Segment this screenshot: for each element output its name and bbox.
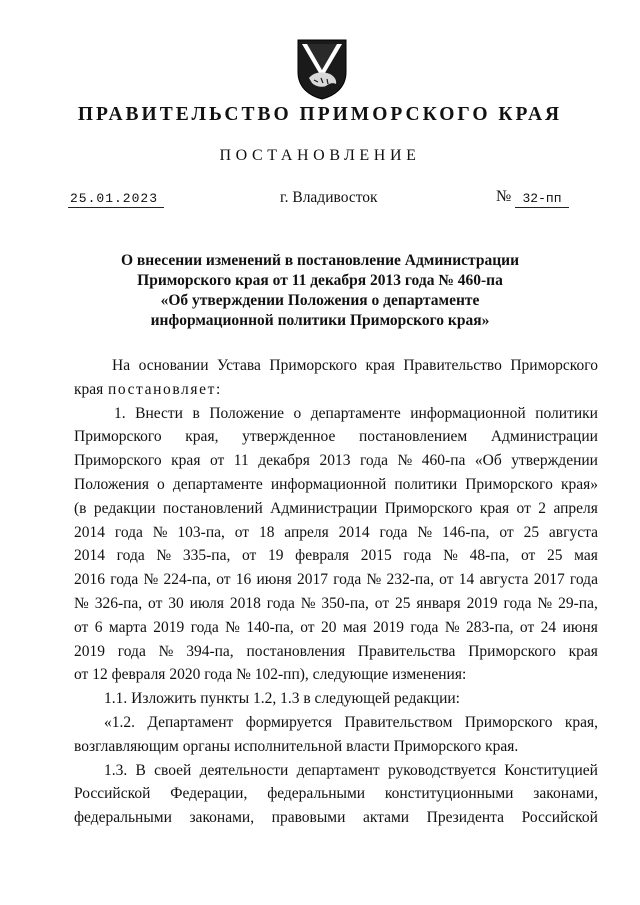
body-word: года bbox=[110, 571, 139, 589]
body-word: 103-па, bbox=[177, 523, 225, 541]
body-line bbox=[74, 759, 598, 783]
body-word: правовыми bbox=[271, 809, 346, 827]
body-word: утверждении bbox=[511, 452, 598, 470]
body-word: 16 bbox=[235, 571, 252, 589]
body-word: 1.1. Изложить пункты 1.2, 1.3 в следующей редакции: bbox=[104, 690, 460, 708]
body-word: 2017 bbox=[296, 571, 328, 589]
document-number-label: № bbox=[496, 188, 512, 205]
body-word: 350-па, bbox=[321, 594, 369, 612]
body-line bbox=[74, 663, 598, 687]
body-word: № bbox=[156, 547, 172, 565]
body-word: 30 bbox=[168, 594, 184, 612]
body-word: информационной bbox=[270, 475, 387, 493]
body-line bbox=[74, 473, 598, 497]
body-word: политики bbox=[394, 475, 458, 493]
body-word: апреля bbox=[284, 523, 329, 541]
body-word: № bbox=[74, 594, 89, 612]
body-word: возглавляющим органы исполнительной власти Приморского края. bbox=[74, 737, 519, 755]
body-word: края bbox=[74, 380, 104, 398]
body-word: политики bbox=[535, 404, 598, 422]
body-word: о bbox=[293, 404, 302, 422]
body-word: деятельности bbox=[199, 761, 289, 779]
body-word: от bbox=[148, 594, 163, 612]
body-word: № bbox=[143, 571, 159, 589]
body-word: № bbox=[300, 594, 316, 612]
body-word: Российской bbox=[74, 785, 151, 803]
body-word: № bbox=[158, 642, 174, 660]
body-word: 283-па, bbox=[466, 618, 514, 636]
body-word: № bbox=[366, 571, 382, 589]
body-word: Департамент bbox=[147, 713, 234, 731]
body-word: № bbox=[152, 523, 168, 541]
body-line bbox=[74, 687, 598, 711]
body-word: августа bbox=[548, 523, 598, 541]
body-word: Администрации bbox=[270, 499, 378, 517]
body-word: от bbox=[209, 452, 225, 470]
body-word: Приморского bbox=[384, 499, 473, 517]
body-word: 2019 bbox=[153, 618, 185, 636]
body-word: актами bbox=[362, 809, 410, 827]
body-word: края, bbox=[185, 428, 219, 446]
body-word: Администрации bbox=[490, 428, 598, 446]
body-word: года bbox=[116, 547, 145, 565]
body-word: 25 bbox=[523, 523, 540, 541]
body-word: июня bbox=[562, 618, 598, 636]
body-word: «1.2. bbox=[104, 713, 135, 731]
body-word: 224-па, bbox=[163, 571, 211, 589]
body-word: № bbox=[444, 618, 460, 636]
body-word: 140-па, bbox=[246, 618, 294, 636]
body-word: № bbox=[225, 618, 240, 636]
body-word: утвержденное bbox=[242, 428, 336, 446]
body-word: года bbox=[403, 547, 432, 565]
body-word: года bbox=[266, 594, 295, 612]
body-word: края bbox=[365, 357, 395, 374]
body-line bbox=[74, 354, 598, 378]
subject-line: О внесении изменений в постановление Администрации bbox=[120, 252, 519, 269]
body-word: департаменте bbox=[172, 475, 263, 493]
body-line bbox=[74, 402, 598, 426]
body-word: августа bbox=[479, 571, 529, 589]
body-word: постановлений bbox=[162, 499, 263, 517]
body-line bbox=[74, 806, 598, 830]
body-word: января bbox=[416, 594, 461, 612]
body-word: года bbox=[503, 594, 532, 612]
body-word: № bbox=[443, 547, 458, 565]
body-word: Приморского bbox=[74, 452, 162, 470]
body-word: 25 bbox=[546, 547, 563, 565]
body-word: департаменте bbox=[310, 404, 401, 422]
body-word: «Об bbox=[474, 452, 502, 470]
body-word: Российской bbox=[521, 809, 598, 827]
body-word: края bbox=[479, 499, 510, 517]
body-word: руководствуется bbox=[387, 761, 496, 779]
body-word: года bbox=[117, 642, 146, 660]
body-word: года bbox=[333, 571, 362, 589]
body-word: 2 bbox=[538, 499, 547, 517]
body-word: 18 bbox=[258, 523, 275, 541]
body-word: Приморского bbox=[468, 642, 556, 660]
body-word: мая bbox=[342, 618, 367, 636]
body-word: (в bbox=[74, 499, 87, 517]
body-word: в bbox=[192, 404, 200, 422]
body-word: законами, bbox=[533, 785, 598, 803]
body-word: от bbox=[520, 547, 536, 565]
body-word: края» bbox=[560, 475, 598, 493]
body-word: Положения bbox=[74, 475, 149, 493]
body-word: декабря bbox=[258, 452, 310, 470]
body-word: 394-па, bbox=[186, 642, 234, 660]
body-word: июня bbox=[256, 571, 292, 589]
body-word: года bbox=[379, 523, 408, 541]
body-word: 2015 bbox=[360, 547, 392, 565]
body-word: от bbox=[74, 618, 89, 636]
body-word: № bbox=[397, 452, 413, 470]
body-word: 1.3. bbox=[104, 761, 128, 779]
body-word: края, bbox=[564, 713, 598, 731]
body-word: 2014 bbox=[74, 547, 105, 565]
body-word: своей bbox=[154, 761, 192, 779]
body-word: года bbox=[359, 452, 388, 470]
body-word: Приморского bbox=[510, 357, 598, 374]
document-date: 25.01.2023 bbox=[68, 191, 164, 208]
body-word: от bbox=[519, 618, 535, 636]
body-word: 146-па, bbox=[442, 523, 490, 541]
body-word: Приморского bbox=[464, 713, 553, 731]
body-word: Правительство bbox=[403, 357, 502, 374]
body-line bbox=[74, 735, 598, 759]
body-line bbox=[74, 425, 598, 449]
body-word: от 12 февраля 2020 года № 102-пп), следующие изменения: bbox=[74, 666, 467, 684]
body-word: Правительством bbox=[344, 713, 453, 731]
body-word: 14 bbox=[458, 571, 475, 589]
body-word: года bbox=[410, 618, 439, 636]
body-word: Правительства bbox=[357, 642, 456, 660]
coat-of-arms-icon bbox=[296, 38, 348, 100]
body-word: года bbox=[190, 618, 219, 636]
subject-line: информационной политики Приморского края» bbox=[150, 312, 490, 329]
body-word: года bbox=[569, 571, 598, 589]
body-word: 460-па bbox=[421, 452, 466, 470]
body-word: № bbox=[537, 594, 553, 612]
document-number: 32-пп bbox=[515, 191, 569, 208]
body-word: Приморского bbox=[74, 428, 162, 446]
body-line bbox=[74, 449, 598, 473]
body-word: 2013 bbox=[319, 452, 351, 470]
document-kind: ПОСТАНОВЛЕНИЕ bbox=[219, 147, 421, 164]
body-word: от bbox=[216, 571, 231, 589]
body-line bbox=[74, 640, 598, 664]
body-word: постановлением bbox=[358, 428, 468, 446]
body-word: В bbox=[135, 761, 146, 779]
body-word: 326-па, bbox=[94, 594, 143, 612]
body-word: 2016 bbox=[74, 571, 105, 589]
body-word: 2014 bbox=[338, 523, 370, 541]
body-word: 2014 bbox=[74, 523, 105, 541]
body-line bbox=[74, 568, 598, 592]
body-word: 11 bbox=[233, 452, 249, 470]
body-line bbox=[74, 782, 598, 806]
body-word: Федерации, bbox=[170, 785, 248, 803]
body-word: 20 bbox=[320, 618, 337, 636]
body-word: департамент bbox=[296, 761, 380, 779]
body-line bbox=[74, 497, 598, 521]
body-line bbox=[74, 521, 598, 545]
body-word: законами, bbox=[189, 809, 255, 827]
body-word: постановляет: bbox=[107, 380, 222, 398]
document-city: г. Владивосток bbox=[280, 189, 378, 206]
body-word: постановления bbox=[246, 642, 346, 660]
body-word: основании bbox=[138, 357, 209, 374]
document-subject bbox=[80, 251, 560, 331]
body-word: июля bbox=[189, 594, 225, 612]
body-line bbox=[74, 711, 598, 735]
body-word: от bbox=[242, 547, 257, 565]
body-word: 335-па, bbox=[182, 547, 231, 565]
body-line bbox=[74, 378, 598, 402]
body-word: апреля bbox=[553, 499, 598, 517]
body-word: конституционными bbox=[384, 785, 514, 803]
government-title: ПРАВИТЕЛЬСТВО ПРИМОРСКОГО КРАЯ bbox=[77, 104, 563, 125]
body-word: Устава bbox=[217, 357, 261, 374]
body-word: 2019 bbox=[466, 594, 498, 612]
subject-line: «Об утверждении Положения о департаменте bbox=[160, 292, 480, 309]
body-word: о bbox=[157, 475, 165, 493]
body-word: Президента bbox=[426, 809, 505, 827]
body-word: 19 bbox=[268, 547, 284, 565]
body-word: 25 bbox=[395, 594, 411, 612]
body-word: 1. bbox=[114, 404, 126, 422]
body-word: края bbox=[568, 642, 598, 660]
body-word: формируется bbox=[245, 713, 333, 731]
body-word: края bbox=[171, 452, 201, 470]
body-word: марта bbox=[108, 618, 147, 636]
body-word: Приморского bbox=[269, 357, 358, 374]
body-line bbox=[74, 592, 598, 616]
body-word: федеральными bbox=[267, 785, 366, 803]
body-line bbox=[74, 616, 598, 640]
body-word: от bbox=[439, 571, 454, 589]
body-word: от bbox=[374, 594, 390, 612]
body-word: редакции bbox=[93, 499, 156, 517]
body-word: от bbox=[300, 618, 315, 636]
body-word: от bbox=[516, 499, 531, 517]
body-word: 6 bbox=[94, 618, 103, 636]
body-word: федеральными bbox=[74, 809, 172, 827]
body-word: февраля bbox=[295, 547, 350, 565]
body-word: 232-па, bbox=[386, 571, 434, 589]
body-word: 2017 bbox=[533, 571, 565, 589]
body-word: мая bbox=[574, 547, 598, 565]
body-line bbox=[74, 544, 598, 568]
body-word: № bbox=[417, 523, 433, 541]
body-word: 29-па, bbox=[558, 594, 598, 612]
body-word: Конституцией bbox=[504, 761, 598, 779]
body-word: 48-па, bbox=[469, 547, 510, 565]
body-word: 2019 bbox=[74, 642, 105, 660]
subject-line: Приморского края от 11 декабря 2013 года № 460-па bbox=[137, 272, 503, 289]
body-word: информационной bbox=[410, 404, 526, 422]
body-word: Внести bbox=[135, 404, 183, 422]
body-word: 2018 bbox=[229, 594, 261, 612]
body-word: года bbox=[114, 523, 143, 541]
body-word: от bbox=[499, 523, 514, 541]
body-word: Приморского bbox=[465, 475, 553, 493]
document-body bbox=[74, 354, 598, 830]
body-word: 24 bbox=[540, 618, 557, 636]
body-word: от bbox=[234, 523, 250, 541]
body-word: На bbox=[112, 357, 131, 374]
body-word: 2019 bbox=[372, 618, 404, 636]
body-word: Положение bbox=[209, 404, 285, 422]
